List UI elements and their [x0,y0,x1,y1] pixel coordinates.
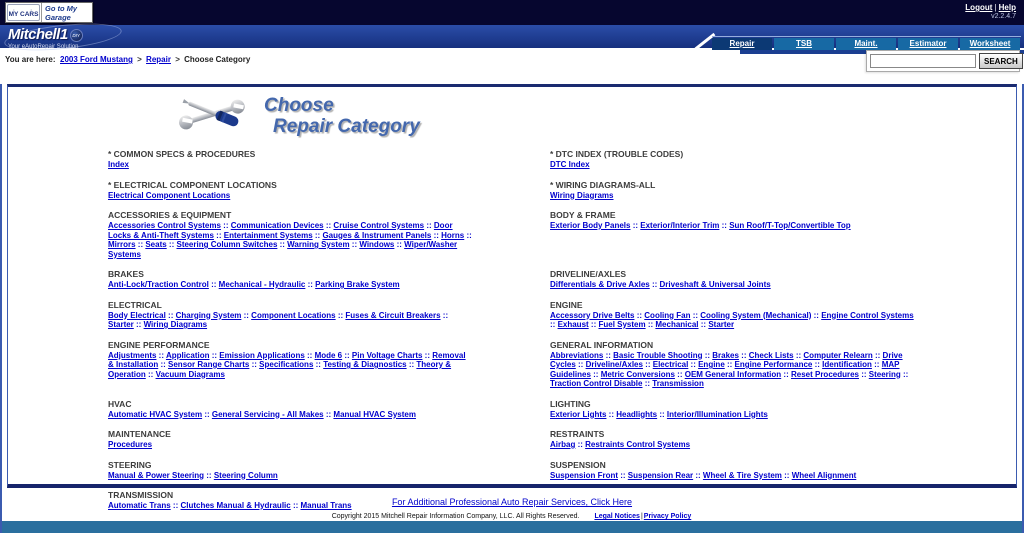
link-separator: :: [657,409,667,419]
link-separator: :: [900,369,909,379]
category-link[interactable]: Removal & Installation [108,350,466,369]
category-section [550,490,918,511]
link-separator: :: [209,350,220,360]
page-title [264,95,420,137]
category-link[interactable]: Component Locations [251,310,336,320]
category-title: RESTRAINTS [550,429,605,439]
category-section [550,269,918,290]
tab-estimator[interactable]: Estimator [898,38,958,50]
category-title: HVAC [108,398,132,409]
category-link[interactable]: Pin Voltage Charts [351,350,423,360]
page-title-line2: Repair Category [273,115,420,137]
category-title: LIGHTING [550,398,591,409]
category-link[interactable]: Wiring Diagrams [143,320,208,329]
footer-services-link[interactable]: For Additional Professional Auto Repair Services, Click Here [391,497,633,507]
category-link[interactable]: Communication Devices [230,221,324,230]
category-link[interactable]: Starter [108,320,134,329]
category-link[interactable]: Door Locks & Anti-Theft Systems [108,221,453,240]
category-link[interactable]: Electrical Component Locations [108,190,231,200]
category-title: TRANSMISSION [108,490,174,500]
link-separator: :: [575,440,586,449]
category-link[interactable]: Index [108,160,129,169]
version-label: v2.2.4.7 [991,13,1016,20]
category-link[interactable]: Mirrors [108,240,136,249]
link-separator: :: [305,280,316,289]
link-separator: :: [156,350,166,360]
link-separator: :: [424,221,434,230]
link-separator: :: [871,360,882,369]
category-link[interactable]: Suspension Rear [627,470,694,480]
category-link[interactable]: Transmission [652,379,704,388]
breadcrumb-separator: > [137,55,142,64]
link-separator: :: [688,360,699,369]
tab-repair[interactable]: Repair [712,38,772,50]
category-link[interactable]: Wheel Alignment [791,470,857,480]
category-title: ENGINE PERFORMANCE [108,339,210,350]
plate-label: MY CARS [8,10,39,18]
category-link[interactable]: Cooling System (Mechanical) [700,310,812,320]
category-link[interactable]: Vacuum Diagrams [155,369,225,379]
plate-screws: •• [13,6,48,12]
copyright-text: Copyright 2015 Mitchell Repair Information Company, LLC. All Rights Reserved. [331,513,580,520]
category-link[interactable]: Body Electrical [108,310,166,320]
category-links [550,221,918,231]
category-link[interactable]: Airbag [550,440,576,449]
category-link[interactable]: Computer Relearn [803,350,873,360]
category-link[interactable]: OEM General Information [684,369,782,379]
category-links [108,280,472,290]
category-link[interactable]: Sun Roof/T-Top/Convertible Top [729,221,851,230]
category-section [108,340,472,389]
link-separator: :: [290,501,301,510]
logout-link[interactable]: Logout [965,3,993,12]
link-separator: :: [158,360,169,369]
help-link[interactable]: Help [998,3,1016,12]
link-separator: :: [170,501,181,510]
link-separator: :: [698,320,709,329]
link-separator: :: [213,230,224,240]
categories-grid [108,149,918,521]
category-link[interactable]: Automatic HVAC System [108,409,203,419]
link-separator: :: [249,360,260,369]
category-section [550,460,918,481]
category-section [108,460,472,481]
category-link[interactable]: Horns [441,230,465,240]
link-separator: :: [606,409,617,419]
category-title: GENERAL INFORMATION [550,339,654,350]
category-section [550,429,918,450]
breadcrumb-prefix: You are here: [5,55,56,64]
category-link[interactable]: Starter [708,320,735,329]
category-link[interactable]: Restraints Control Systems [585,440,691,449]
link-separator: :: [690,310,701,320]
legal-divider: | [640,513,643,520]
category-link[interactable]: Identification [822,360,872,369]
category-section [550,149,918,170]
category-section [550,399,918,420]
link-separator: :: [335,310,346,320]
category-title: BRAKES [108,269,144,279]
category-section [550,340,918,389]
category-link[interactable]: Testing & Diagnostics [323,360,407,369]
privacy-policy-link[interactable]: Privacy Policy [643,513,692,520]
category-title: * WIRING DIAGRAMS-ALL [550,179,656,190]
category-links [108,191,472,201]
breadcrumb-separator: > [175,55,180,64]
category-title: ELECTRICAL [108,299,162,310]
category-link[interactable]: Manual HVAC System [333,409,416,419]
category-link[interactable]: Basic Trouble Shooting [613,350,703,360]
link-separator: :: [793,350,804,360]
link-separator: :: [166,240,177,249]
link-separator: :: [241,310,252,320]
link-separator: :: [202,409,212,419]
link-separator: :: [394,240,405,249]
search-button[interactable]: SEARCH [979,53,1023,69]
category-title: * ELECTRICAL COMPONENT LOCATIONS [108,179,277,190]
category-section [108,269,472,290]
link-separator: :: [642,360,653,369]
link-separator: :: [738,350,749,360]
category-section [108,429,472,450]
link-separator: :: [323,409,334,419]
category-link[interactable]: Steering Column Switches [176,240,278,249]
category-link[interactable]: Differentials & Drive Axles [550,280,650,289]
category-section [108,399,472,420]
category-link[interactable]: Automatic Trans [108,501,171,510]
category-links [108,160,472,170]
footer-bottom-bar [2,521,1022,533]
link-separator: :: [634,310,645,320]
category-section [108,300,472,330]
category-link[interactable]: Charging System [175,310,242,320]
link-separator: :: [133,320,144,329]
category-link[interactable]: Procedures [108,440,153,449]
category-title: SUSPENSION [550,459,606,470]
category-link[interactable]: Wiper/Washer Systems [108,240,458,259]
link-separator: :: [702,350,713,360]
link-separator: :: [811,310,822,320]
category-link[interactable]: Fuel System [598,320,646,329]
category-link[interactable]: Manual & Power Steering [108,470,205,480]
link-separator: :: [618,470,628,480]
category-link[interactable]: Cruise Control Systems [333,221,425,230]
legal-notices-link[interactable]: Legal Notices [594,513,640,520]
category-title: DRIVELINE/AXLES [550,269,627,279]
link-separator: :: [145,369,156,379]
link-separator: :: [304,350,315,360]
search-panel [866,50,1020,72]
category-section [550,210,918,259]
breadcrumb [5,55,250,64]
category-link[interactable]: Engine [698,360,725,369]
link-separator: :: [313,360,324,369]
category-link[interactable]: Parking Brake System [315,280,400,289]
category-link[interactable]: Seats [145,240,167,249]
category-link[interactable]: Driveshaft & Universal Joints [659,280,771,289]
category-link[interactable]: Headlights [616,409,658,419]
category-link[interactable]: Theory & Operation [108,360,452,379]
category-link[interactable]: Accessory Drive Belts [550,310,635,320]
link-separator: :: [277,240,288,249]
my-cars-plate-icon [6,3,48,22]
link-separator: :: [588,320,599,329]
logo-text: Mitchell1 [8,26,68,43]
link-separator: :: [349,240,360,249]
category-links [550,280,918,290]
category-links [550,191,918,201]
link-separator: :: [550,320,558,329]
category-link[interactable]: Application [165,350,210,360]
category-link[interactable]: Traction Control Disable [550,379,643,388]
link-separator: :: [431,230,442,240]
mitchell1-logo [8,27,83,50]
category-link[interactable]: Steering [868,369,901,379]
tab-tsb[interactable]: TSB [774,38,834,50]
link-separator: :: [781,369,791,379]
category-link[interactable]: Wiring Diagrams [550,190,614,200]
link-separator: :: [165,310,176,320]
link-separator: :: [323,221,334,230]
category-link[interactable]: Driveline/Axles [585,360,643,369]
category-link[interactable]: Manual Trans [300,501,352,510]
category-link[interactable]: Suspension Front [550,470,618,480]
category-links [550,410,918,420]
link-separator: :: [464,230,472,240]
category-link[interactable]: Mode 6 [314,350,343,360]
search-input[interactable] [870,54,976,68]
category-links [550,471,918,481]
category-links [108,501,472,511]
page-header [176,91,420,140]
page-title-line1: Choose [264,94,334,116]
top-bar [0,0,1024,25]
top-links [965,3,1016,20]
tools-icon [176,91,250,140]
category-link[interactable]: DTC Index [550,160,590,169]
category-link[interactable]: Entertainment Systems [223,230,313,240]
category-section [550,180,918,201]
category-links [550,351,918,389]
category-section [108,490,472,511]
link-separator: :: [645,320,656,329]
link-separator: :: [630,221,641,230]
category-link[interactable]: Windows [359,240,395,249]
category-link[interactable]: Fuses & Circuit Breakers [345,310,441,320]
category-link[interactable]: Gauges & Instrument Panels [322,230,432,240]
link-separator: :: [135,240,146,249]
category-links [550,160,918,170]
category-link[interactable]: Mechanical - Hydraulic [218,280,306,289]
breadcrumb-current: Choose Category [184,55,251,64]
category-links [108,351,472,380]
link-separator: :: [204,470,214,480]
link-separator: :: [872,350,883,360]
category-section [108,210,472,259]
category-link[interactable]: Exterior/Interior Trim [640,221,720,230]
link-separator: :: [312,230,323,240]
link-separator: :: [781,470,792,480]
link-separator: :: [220,221,231,230]
category-link[interactable]: Steering Column [213,470,278,480]
category-links [108,410,472,420]
category-link[interactable]: Engine Control Systems [821,310,914,320]
link-separator: :: [208,280,219,289]
category-link[interactable]: Specifications [259,360,314,369]
category-links [108,311,472,330]
category-section [550,300,918,330]
category-link[interactable]: Reset Procedures [790,369,859,379]
category-link[interactable]: Cooling Fan [644,310,691,320]
link-separator: :: [590,369,601,379]
category-link[interactable]: Adjustments [108,350,157,360]
link-separator: :: [719,221,730,230]
link-separator: :: [642,379,653,388]
link-separator: :: [812,360,823,369]
link-separator: :: [342,350,352,360]
category-link[interactable]: Wheel & Tire System [702,470,782,480]
category-title: ACCESSORIES & EQUIPMENT [108,210,232,220]
category-link[interactable]: Exhaust [557,320,589,329]
category-title: ENGINE [550,299,583,310]
category-link[interactable]: Warning System [287,240,350,249]
category-links [108,221,472,259]
category-link[interactable]: Check Lists [748,350,794,360]
tab-maint[interactable]: Maint. [836,38,896,50]
category-link[interactable]: Sensor Range Charts [168,360,250,369]
link-separator: :: [440,310,449,320]
go-to-my-garage-button[interactable] [5,2,93,23]
category-link[interactable]: Mechanical [655,320,699,329]
logo-tagline: Your eAutoRepair Solution [8,44,79,50]
category-title: BODY & FRAME [550,210,616,220]
category-link[interactable]: Metric Conversions [600,369,675,379]
category-link[interactable]: Emission Applications [219,350,305,360]
category-section [108,149,472,170]
link-divider: | [994,3,997,12]
link-separator: :: [406,360,417,369]
category-title: * DTC INDEX (TROUBLE CODES) [550,149,684,159]
category-link[interactable]: Accessories Control Systems [108,221,221,230]
breadcrumb-repair-link[interactable]: Repair [146,55,171,64]
category-link[interactable]: Abbreviations [550,350,604,360]
link-separator: :: [649,280,660,289]
category-link[interactable]: MAP Guidelines [550,360,900,379]
link-separator: :: [603,350,614,360]
category-title: * COMMON SPECS & PROCEDURES [108,149,256,159]
category-link[interactable]: Drive Cycles [550,350,903,369]
link-separator: :: [575,360,586,369]
category-link[interactable]: Engine Performance [734,360,813,369]
category-link[interactable]: Clutches Manual & Hydraulic [180,501,291,510]
category-title: MAINTENANCE [108,429,171,439]
category-section [108,180,472,201]
category-link[interactable]: Interior/Illumination Lights [666,409,768,419]
link-separator: :: [693,470,703,480]
link-separator: :: [674,369,685,379]
category-link[interactable]: Anti-Lock/Traction Control [108,280,209,289]
category-links [108,440,472,450]
category-link[interactable]: General Servicing - All Makes [211,409,324,419]
category-link[interactable]: Exterior Lights [550,409,607,419]
breadcrumb-vehicle-link[interactable]: 2003 Ford Mustang [60,55,133,64]
page-frame [0,84,1024,533]
category-links [108,471,472,481]
link-separator: :: [422,350,433,360]
category-links [550,440,918,450]
nav-tabs [712,36,1021,50]
link-separator: :: [859,369,869,379]
category-link[interactable]: Exterior Body Panels [550,221,631,230]
link-separator: :: [724,360,735,369]
category-links [550,311,918,330]
garage-label: Go to My Garage [45,4,78,22]
logo-globe-badge: DIY [70,29,83,42]
category-title: STEERING [108,459,152,470]
tab-worksheet[interactable]: Worksheet [960,38,1020,50]
category-link[interactable]: Brakes [712,350,739,360]
category-link[interactable]: Electrical [652,360,689,369]
